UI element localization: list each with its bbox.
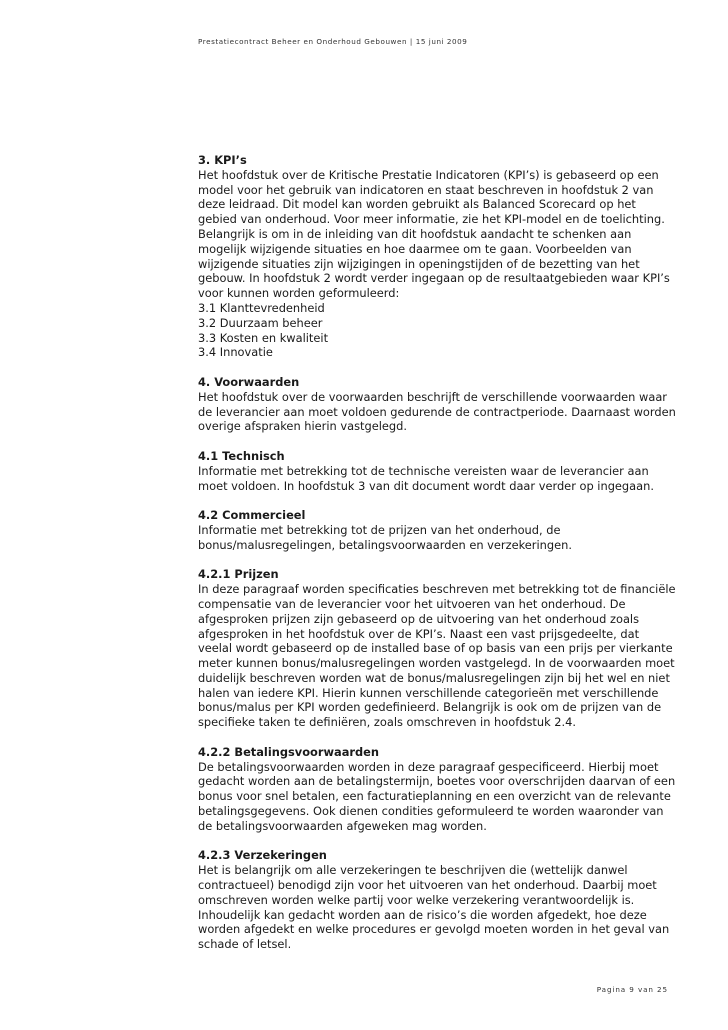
section-paragraph: De betalingsvoorwaarden worden in deze paragraaf gespecificeerd. Hierbij moet gedacht worden aan de betalingstermijn, boetes voor overschrijden daarvan of een bonus voor snel betalen, een facturatieplanning en een overzicht van de relevante betalingsgegevens. Ook dienen condities geformuleerd te worden waaronder van de betalingsvoorwaarden afgeweken mag worden.	[198, 759, 676, 833]
section-heading: 4.2.1 Prijzen	[198, 567, 279, 582]
section-heading: 4.1 Technisch	[198, 448, 285, 463]
section-heading: 4.2.3 Verzekeringen	[198, 848, 327, 863]
section-paragraph: In deze paragraaf worden specificaties beschreven met betrekking tot de financiële compensatie van de leverancier voor het uitvoeren van het onderhoud. De afgesproken prijzen zijn gebaseerd op de uitvoering van het onderhoud zoals afgesproken in het hoofdstuk over de KPI’s. Naast een vast prijsgedeelte, dat veelal wordt gebaseerd op de installed base of op basis van een prijs per vierkante meter kunnen bonus/malusregelingen worden vastgelegd. In de voorwaarden moet duidelijk beschreven worden wat de bonus/malusregelingen zijn bij het wel en niet halen van iedere KPI. Hierin kunnen verschillende categorieën met verschillende bonus/malus per KPI worden gedefinieerd. Belangrijk is ook om de prijzen van de specifieke taken te definiëren, zoals omschreven in hoofdstuk 2.4.	[198, 582, 676, 730]
document-body	[198, 153, 676, 967]
section-paragraph: Het hoofdstuk over de Kritische Prestatie Indicatoren (KPI’s) is gebaseerd op een model voor het gebruik van indicatoren en staat beschreven in hoofdstuk 2 van deze leidraad. Dit model kan worden gebruikt als Balanced Scorecard op het gebied van onderhoud. Voor meer informatie, zie het KPI-model en de toelichting. Belangrijk is om in de inleiding van dit hoofdstuk aandacht te schenken aan mogelijk wijzigende situaties en hoe daarmee om te gaan. Voorbeelden van wijzigende situaties zijn wijzigingen in openingstijden of de bezetting van het gebouw. In hoofdstuk 2 wordt verder ingegaan op de resultaatgebieden waar KPI’s voor kunnen worden geformuleerd:	[198, 167, 670, 301]
section-kpis	[198, 153, 676, 360]
list-item: 3.4 Innovatie	[198, 345, 273, 360]
page-number: Pagina 9 van 25	[596, 985, 668, 994]
list-item: 3.1 Klanttevredenheid	[198, 300, 325, 315]
section-paragraph: Het hoofdstuk over de voorwaarden beschrijft de verschillende voorwaarden waar de leverancier aan moet voldoen gedurende de contractperiode. Daarnaast worden overige afspraken hierin vastgelegd.	[198, 389, 676, 434]
section-betalingsvoorwaarden	[198, 745, 676, 834]
section-verzekeringen	[198, 848, 676, 952]
section-prijzen	[198, 567, 676, 730]
list-item: 3.3 Kosten en kwaliteit	[198, 330, 329, 345]
section-paragraph: Informatie met betrekking tot de prijzen van het onderhoud, de bonus/malusregelingen, betalingsvoorwaarden en verzekeringen.	[198, 522, 572, 552]
kpi-list	[198, 301, 676, 360]
section-heading: 4.2 Commercieel	[198, 508, 306, 523]
page-header: Prestatiecontract Beheer en Onderhoud Gebouwen | 15 juni 2009	[198, 37, 468, 46]
section-paragraph: Het is belangrijk om alle verzekeringen te beschrijven die (wettelijk danwel contractueel) benodigd zijn voor het uitvoeren van het onderhoud. Daarbij moet omschreven worden welke partij voor welke verzekering verantwoordelijk is. Inhoudelijk kan gedacht worden aan de risico’s die worden afgedekt, hoe deze worden afgedekt en welke procedures er gevolgd moeten worden in het geval van schade of letsel.	[198, 863, 670, 952]
section-voorwaarden	[198, 375, 676, 434]
section-heading: 3. KPI’s	[198, 153, 247, 167]
section-paragraph: Informatie met betrekking tot de technische vereisten waar de leverancier aan moet voldoen. In hoofdstuk 3 van dit document wordt daar verder op ingegaan.	[198, 463, 654, 493]
list-item: 3.2 Duurzaam beheer	[198, 315, 323, 330]
section-commercieel	[198, 508, 676, 552]
section-technisch	[198, 449, 676, 493]
section-heading: 4. Voorwaarden	[198, 374, 300, 389]
section-heading: 4.2.2 Betalingsvoorwaarden	[198, 744, 379, 759]
